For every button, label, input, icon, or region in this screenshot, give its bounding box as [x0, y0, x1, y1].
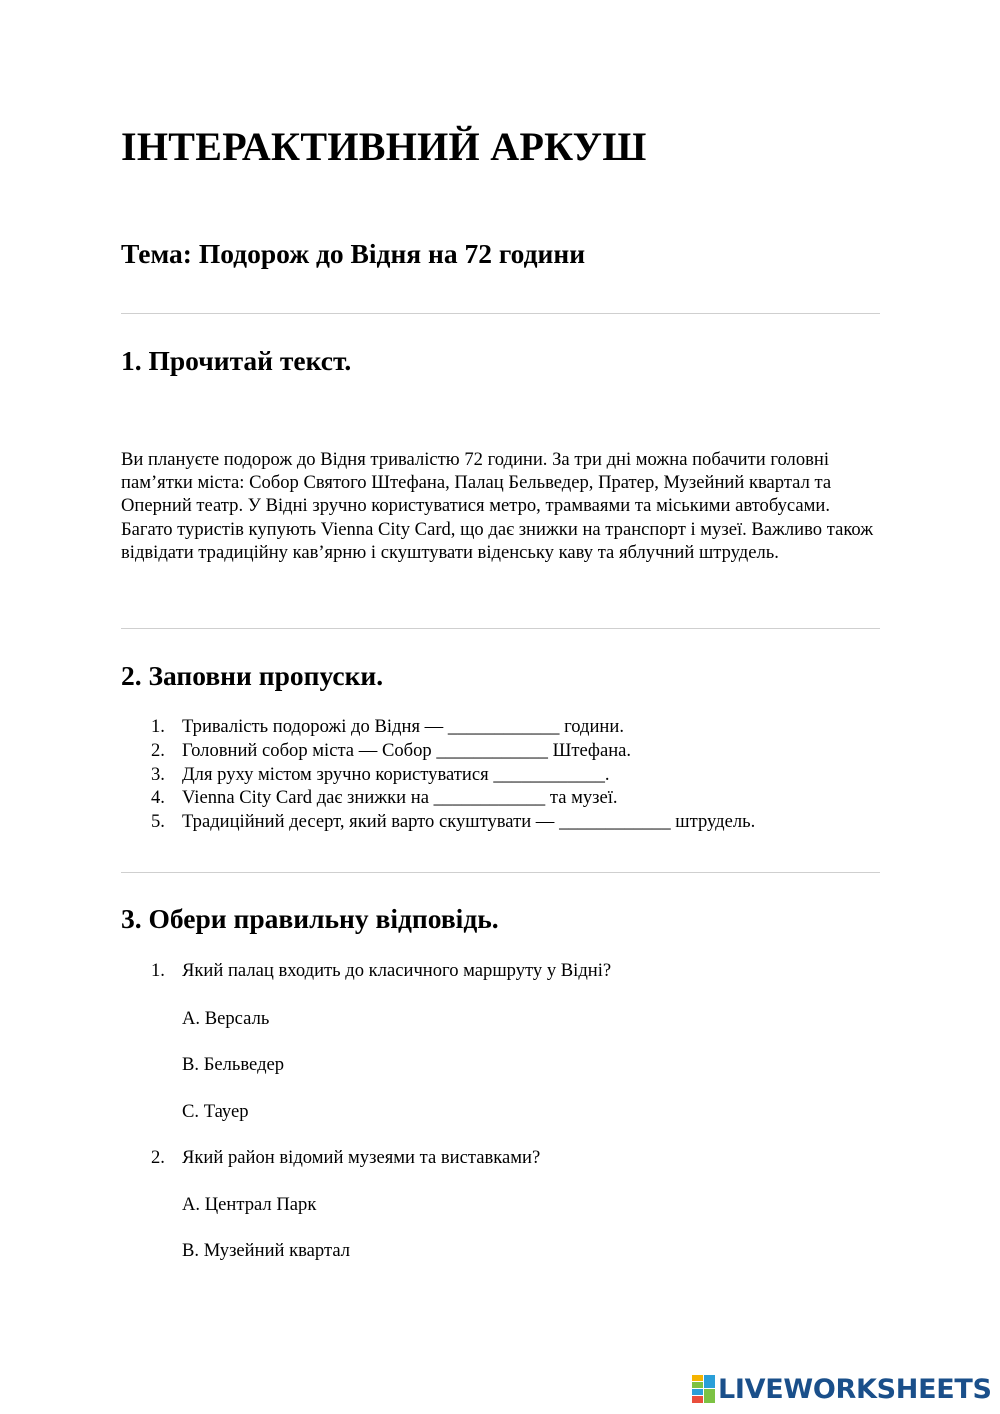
answer-option[interactable]: C. Тауер — [182, 1101, 249, 1122]
item-number: 3. — [151, 763, 165, 785]
divider — [121, 313, 880, 314]
divider — [121, 628, 880, 629]
item-text-before: Для руху містом зручно користуватися — [182, 763, 494, 785]
item-text-before: Традиційний десерт, який варто скуштувати — — [182, 811, 560, 833]
item-text-after: штрудель. — [670, 811, 756, 833]
section-3-heading: 3. Обери правильну відповідь. — [121, 903, 499, 934]
liveworksheets-logo — [692, 1374, 992, 1404]
item-text-after: години. — [559, 716, 624, 737]
answer-option[interactable]: B. Бельведер — [182, 1054, 285, 1075]
logo-text: LIVEWORKSHEETS — [718, 1373, 992, 1405]
item-number: 5. — [151, 811, 165, 833]
liveworksheets-logo-icon — [692, 1375, 716, 1403]
fill-in-item — [121, 715, 755, 739]
question-number: 1. — [151, 960, 165, 981]
topic-heading: Тема: Подорож до Відня на 72 години — [121, 238, 586, 269]
worksheet-title: ІНТЕРАКТИВНИЙ АРКУШ — [121, 124, 647, 169]
answer-option[interactable]: B. Музейний квартал — [182, 1240, 351, 1261]
answer-option[interactable]: A. Версаль — [182, 1008, 270, 1029]
item-text-before: Головний собор міста — Собор — [182, 739, 437, 761]
item-text-after: Штефана. — [547, 739, 632, 761]
answer-blank[interactable]: ____________ — [447, 716, 560, 737]
answer-blank[interactable]: ____________ — [433, 787, 546, 809]
section-2-heading: 2. Заповни пропуски. — [121, 660, 384, 691]
item-number: 2. — [151, 739, 165, 761]
item-text-after: та музеї. — [545, 787, 618, 809]
fill-in-list — [121, 715, 755, 834]
fill-in-item — [121, 810, 755, 834]
answer-blank[interactable]: ____________ — [493, 763, 605, 785]
reading-text: Ви плануєте подорож до Відня тривалістю 72 години. За три дні можна побачити головні пам’ятки міста: Собор Святого Штефана, Палац Бельведер, Пратер, Музейний квартал та Оперний театр. У Відні зручно користуватися метро, трамваями та міськими автобусами. Багато туристів купують Vienna City Card, що дає знижки на транспорт і музеї. Важливо також відвідати традиційну кав’ярню і скуштувати віденську каву та яблучний штрудель. — [121, 449, 874, 563]
answer-option[interactable]: A. Централ Парк — [182, 1194, 317, 1215]
answer-blank[interactable]: ____________ — [436, 739, 548, 761]
item-number: 1. — [151, 716, 165, 737]
item-text-before: Тривалість подорожі до Відня — — [182, 716, 448, 737]
fill-in-item — [121, 739, 755, 763]
question-number: 2. — [151, 1147, 165, 1168]
answer-blank[interactable]: ____________ — [559, 811, 671, 833]
fill-in-item — [121, 763, 755, 787]
section-1-heading: 1. Прочитай текст. — [121, 345, 352, 376]
item-text-before: Vienna City Card дає знижки на — [182, 787, 434, 809]
question-text: Який палац входить до класичного маршруту у Відні? — [182, 960, 612, 981]
question-text: Який район відомий музеями та виставками? — [182, 1147, 541, 1168]
item-number: 4. — [151, 787, 165, 809]
fill-in-item — [121, 786, 755, 810]
divider — [121, 872, 880, 873]
item-text-after: . — [604, 763, 610, 785]
